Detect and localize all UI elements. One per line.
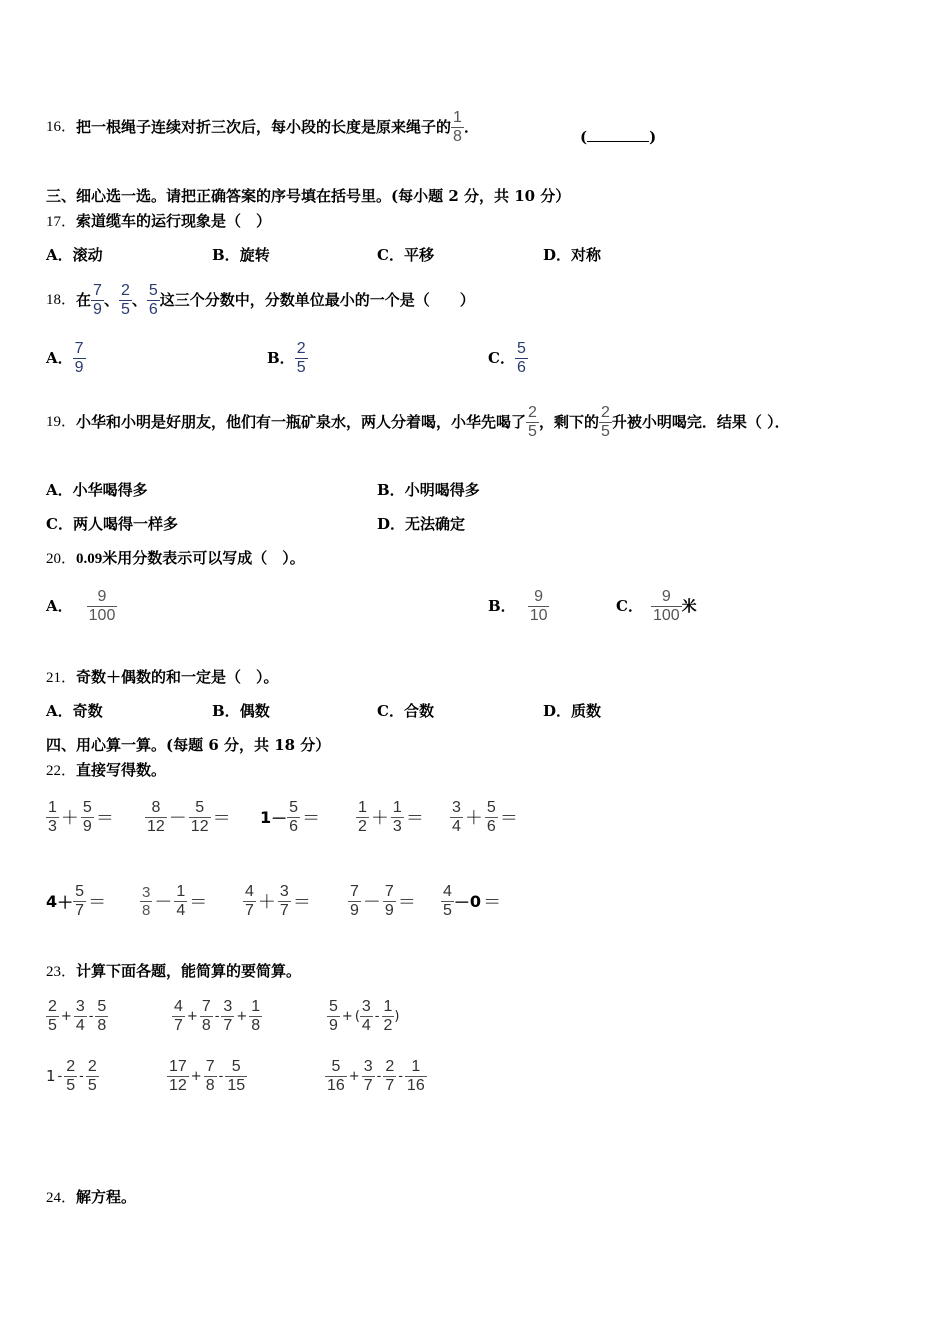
- unit-label: 米: [681, 597, 697, 615]
- q17-option-d[interactable]: D．对称: [543, 246, 602, 264]
- question-number: 16．: [46, 119, 77, 135]
- calc-item: $\frac{4}{7}$ ＋ $\frac{3}{7}$ ＝: [245, 882, 311, 919]
- q18-option-b[interactable]: B． $\frac{2}{5}$: [267, 339, 306, 376]
- fraction: $\frac{3}{7}$: [223, 997, 233, 1034]
- section-4-title: 四、用心算一算。(每题 6 分，共 18 分）: [46, 736, 331, 754]
- calc-expression: $\frac{17}{12}$ + $\frac{7}{8}$ - $\frac{5}{15}$: [169, 1057, 246, 1094]
- calc-expression: $\frac{5}{9}$ + ( $\frac{3}{4}$ - $\frac{1}{2}$ ): [329, 997, 400, 1034]
- fraction: $\frac{17}{12}$: [169, 1057, 187, 1094]
- q20-option-c[interactable]: C． $\frac{9}{100}$ 米: [616, 587, 697, 624]
- question-18: 18． 在 $\frac{7}{9}$ 、 $\frac{2}{5}$ 、 $\frac{5}{6}$ 这三个分数中，分数单位最小的一个是（ ）: [46, 281, 475, 318]
- period: ．: [463, 118, 479, 136]
- question-text: 这三个分数中，分数单位最小的一个是（ ）: [159, 291, 475, 309]
- fraction: $\frac{9}{10}$: [529, 587, 548, 624]
- q18-option-c[interactable]: C． $\frac{5}{6}$: [488, 339, 526, 376]
- fraction: $\frac{5}{7}$: [75, 882, 85, 919]
- question-text: 把一根绳子连续对折三次后，每小段的长度是原来绳子的: [76, 118, 452, 136]
- fraction: $\frac{7}{9}$: [74, 339, 84, 376]
- q19-option-a[interactable]: A．小华喝得多: [46, 481, 148, 499]
- q18-option-a[interactable]: A． $\frac{7}{9}$: [46, 339, 84, 376]
- question-number: 17．: [46, 214, 77, 230]
- fraction: $\frac{3}{7}$: [279, 882, 289, 919]
- calc-expression: $\frac{4}{7}$ + $\frac{7}{8}$ - $\frac{3}{7}$ + $\frac{1}{8}$: [174, 997, 261, 1034]
- fraction: $\frac{1}{2}$: [383, 997, 393, 1034]
- q19-option-d[interactable]: D．无法确定: [377, 515, 466, 533]
- fraction: $\frac{2}{5}$: [296, 339, 306, 376]
- fraction: $\frac{3}{4}$: [452, 798, 461, 835]
- question-24: [46, 1187, 136, 1208]
- question-text: 直接写得数。: [76, 761, 167, 779]
- calc-item: $\frac{3}{4}$ ＋ $\frac{5}{6}$ ＝: [452, 798, 518, 835]
- q19-option-c[interactable]: C．两人喝得一样多: [46, 515, 178, 533]
- question-22: [46, 760, 166, 781]
- fraction: $\frac{5}{6}$: [486, 798, 496, 835]
- question-number: 19．: [46, 414, 77, 430]
- fraction: $\frac{1}{2}$: [358, 798, 367, 835]
- question-number: 21．: [46, 670, 77, 686]
- fraction: $\frac{3}{7}$: [363, 1057, 373, 1094]
- question-number: 22．: [46, 763, 77, 779]
- q21-option-a[interactable]: A．奇数: [46, 702, 103, 720]
- fraction: $\frac{2}{5}$: [48, 997, 57, 1034]
- calc-item: $\frac{8}{12}$ － $\frac{5}{12}$ ＝: [147, 798, 231, 835]
- question-23: [46, 961, 301, 982]
- fraction: $\frac{5}{6}$: [148, 281, 158, 318]
- fraction: $\frac{5}{6}$: [516, 339, 526, 376]
- fraction: $\frac{2}{5}$: [87, 1057, 97, 1094]
- calc-item: 4 ＋ $\frac{5}{7}$ ＝: [46, 882, 107, 919]
- fraction: $\frac{5}{8}$: [97, 997, 107, 1034]
- fraction: $\frac{4}{5}$: [443, 882, 452, 919]
- fraction: $\frac{9}{100}$: [652, 587, 680, 624]
- question-16: [46, 102, 479, 152]
- fraction: $\frac{7}{9}$: [350, 882, 359, 919]
- question-20: 20．0.09米用分数表示可以写成（ ）。: [46, 549, 305, 567]
- fraction: $\frac{5}{9}$: [82, 798, 92, 835]
- fraction: $\frac{7}{8}$: [201, 997, 211, 1034]
- fraction: $\frac{1}{3}$: [48, 798, 57, 835]
- fraction: $\frac{5}{15}$: [227, 1057, 246, 1094]
- calc-expression: 1 - $\frac{2}{5}$ - $\frac{2}{5}$: [46, 1057, 97, 1094]
- question-number: 24．: [46, 1190, 77, 1206]
- calc-expression: $\frac{2}{5}$ + $\frac{3}{4}$ - $\frac{5}{8}$: [48, 997, 107, 1034]
- fraction: $\frac{7}{9}$: [384, 882, 394, 919]
- fraction: $\frac{8}{12}$: [147, 798, 165, 835]
- calc-item: $\frac{1}{3}$ ＋ $\frac{5}{9}$ ＝: [48, 798, 114, 835]
- question-number: 23．: [46, 964, 77, 980]
- q19-option-b[interactable]: B．小明喝得多: [377, 481, 480, 499]
- fraction: $\frac{9}{100}$: [88, 587, 116, 624]
- fraction: $\frac{2}{5}$: [66, 1057, 76, 1094]
- fraction: $\frac{2}{7}$: [385, 1057, 395, 1094]
- q21-option-b[interactable]: B．偶数: [212, 702, 270, 720]
- calc-item: $\frac{4}{5}$ － 0 ＝: [443, 882, 502, 919]
- calc-item: $\frac{1}{2}$ ＋ $\frac{1}{3}$ ＝: [358, 798, 424, 835]
- fraction: $\frac{7}{9}$: [93, 281, 102, 318]
- question-text: 米用分数表示可以写成（ ）。: [102, 549, 305, 567]
- question-text: 解方程。: [76, 1188, 137, 1206]
- question-number: 20．: [46, 551, 77, 567]
- fraction: $\frac{5}{16}$: [327, 1057, 345, 1094]
- fraction: $\frac{1}{4}$: [176, 882, 186, 919]
- fraction: $\frac{7}{8}$: [205, 1057, 215, 1094]
- fraction: $\frac{4}{7}$: [245, 882, 254, 919]
- q20-option-a[interactable]: A． $\frac{9}{100}$: [46, 587, 116, 624]
- answer-blank-16[interactable]: ( ): [580, 128, 657, 146]
- q17-option-c[interactable]: C．平移: [377, 246, 434, 264]
- question-19: 19． 小华和小明是好朋友，他们有一瓶矿泉水，两人分着喝，小华先喝了 $\frac{2}{5}$ ，剩下的 $\frac{2}{5}$ 升被小明喝完．结果（ ）．: [46, 403, 790, 440]
- fraction: $\frac{2}{5}$: [120, 281, 130, 318]
- fraction: $\frac{1}{3}$: [392, 798, 402, 835]
- fraction: $\frac{1}{16}$: [406, 1057, 425, 1094]
- fraction: $\frac{4}{7}$: [174, 997, 183, 1034]
- question-17: [46, 211, 271, 232]
- fraction: $\frac{3}{4}$: [75, 997, 85, 1034]
- fraction: $\frac{3}{8}$: [142, 883, 151, 919]
- question-text: 计算下面各题，能简算的要简算。: [76, 962, 302, 980]
- fraction: $\frac{3}{4}$: [361, 997, 371, 1034]
- fraction: $\frac{1}{8}$: [453, 108, 462, 145]
- fraction: $\frac{5}{12}$: [190, 798, 209, 835]
- q21-option-c[interactable]: C．合数: [377, 702, 434, 720]
- calc-expression: $\frac{5}{16}$ + $\frac{3}{7}$ - $\frac{2}{7}$ - $\frac{1}{16}$: [327, 1057, 425, 1094]
- fraction: $\frac{2}{5}$: [600, 403, 610, 440]
- q21-option-d[interactable]: D．质数: [543, 702, 602, 720]
- question-text: 索道缆车的运行现象是（ ）: [76, 212, 272, 230]
- section-3-title: 三、细心选一选。请把正确答案的序号填在括号里。(每小题 2 分，共 10 分）: [46, 187, 571, 205]
- fraction: $\frac{1}{8}$: [251, 997, 261, 1034]
- calc-item: $\frac{7}{9}$ － $\frac{7}{9}$ ＝: [350, 882, 416, 919]
- fraction: $\frac{5}{9}$: [329, 997, 338, 1034]
- question-21: [46, 667, 279, 688]
- question-text: 奇数＋偶数的和一定是（ ）。: [76, 668, 279, 686]
- q20-option-b[interactable]: B． $\frac{9}{10}$: [488, 587, 548, 624]
- question-number: 18．: [46, 292, 77, 308]
- q17-option-a[interactable]: A．滚动: [46, 246, 103, 264]
- fraction: $\frac{5}{6}$: [289, 798, 299, 835]
- calc-item: 1 － $\frac{5}{6}$ ＝: [260, 798, 321, 835]
- calc-item: $\frac{3}{8}$ － $\frac{1}{4}$ ＝: [142, 882, 208, 919]
- q17-option-b[interactable]: B．旋转: [212, 246, 270, 264]
- fraction: $\frac{2}{5}$: [528, 403, 537, 440]
